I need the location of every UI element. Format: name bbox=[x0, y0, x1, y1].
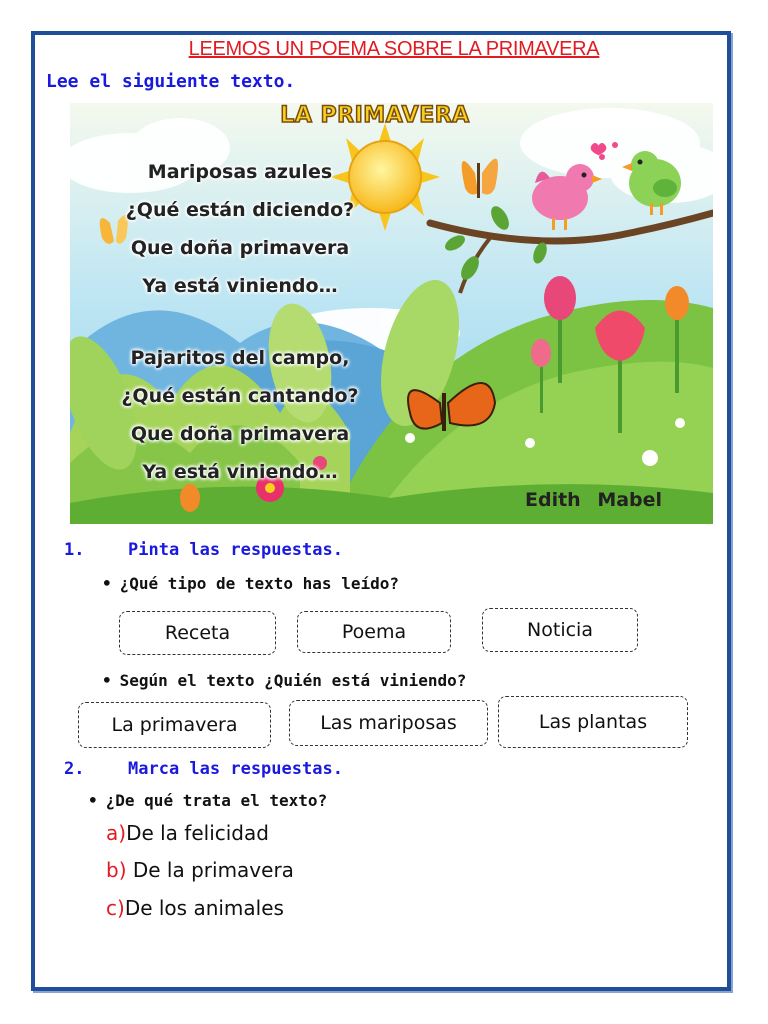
choice-letter: c) bbox=[106, 896, 125, 920]
poem-title: LA PRIMAVERA bbox=[280, 103, 470, 128]
answer-option-las-plantas[interactable]: Las plantas bbox=[498, 696, 688, 748]
question-who-comes bbox=[102, 671, 466, 690]
poem-illustration bbox=[70, 103, 713, 524]
bullet: • bbox=[88, 791, 98, 810]
section-label: Pinta las respuestas. bbox=[128, 540, 343, 560]
choice-letter: a) bbox=[106, 821, 127, 845]
question-text-type bbox=[102, 574, 399, 593]
worksheet-title: LEEMOS UN POEMA SOBRE LA PRIMAVERA bbox=[188, 38, 600, 60]
bullet: • bbox=[102, 574, 112, 593]
poem-line: Pajaritos del campo, bbox=[130, 347, 350, 369]
question-topic bbox=[88, 791, 327, 810]
poem-line: Que doña primavera bbox=[130, 237, 350, 259]
choice-b[interactable] bbox=[106, 858, 294, 882]
question-label: Según el texto ¿Quién está viniendo? bbox=[119, 671, 467, 690]
choice-text: De los animales bbox=[124, 896, 284, 920]
answer-option-receta[interactable]: Receta bbox=[119, 611, 276, 655]
choice-c[interactable] bbox=[106, 896, 284, 920]
instruction-text: Lee el siguiente texto. bbox=[46, 71, 296, 92]
section-1-heading bbox=[64, 540, 343, 560]
answer-option-noticia[interactable]: Noticia bbox=[482, 608, 638, 652]
poem-line: Mariposas azules bbox=[147, 161, 333, 183]
answer-option-la-primavera[interactable]: La primavera bbox=[78, 702, 271, 748]
question-label: ¿De qué trata el texto? bbox=[105, 791, 328, 810]
choice-text: De la felicidad bbox=[126, 821, 269, 845]
poem-line: ¿Qué están cantando? bbox=[121, 385, 359, 407]
section-2-heading bbox=[64, 759, 343, 779]
section-label: Marca las respuestas. bbox=[128, 759, 343, 779]
poem-stanza-1 bbox=[90, 153, 390, 305]
choice-text: De la primavera bbox=[126, 858, 294, 882]
choice-letter: b) bbox=[106, 858, 127, 882]
section-number: 2. bbox=[64, 759, 85, 779]
poem-author: Edith Mabel bbox=[525, 489, 663, 511]
bullet: • bbox=[102, 671, 112, 690]
question-label: ¿Qué tipo de texto has leído? bbox=[119, 574, 399, 593]
section-number: 1. bbox=[64, 540, 85, 560]
poem-line: Que doña primavera bbox=[130, 423, 350, 445]
poem-stanza-2 bbox=[90, 339, 390, 491]
poem-line: Ya está viniendo… bbox=[142, 275, 338, 297]
answer-option-las-mariposas[interactable]: Las mariposas bbox=[289, 700, 488, 746]
answer-option-poema[interactable]: Poema bbox=[297, 611, 451, 653]
poem-line: Ya está viniendo… bbox=[142, 461, 338, 483]
poem-line: ¿Qué están diciendo? bbox=[125, 199, 355, 221]
choice-a[interactable] bbox=[106, 821, 269, 845]
